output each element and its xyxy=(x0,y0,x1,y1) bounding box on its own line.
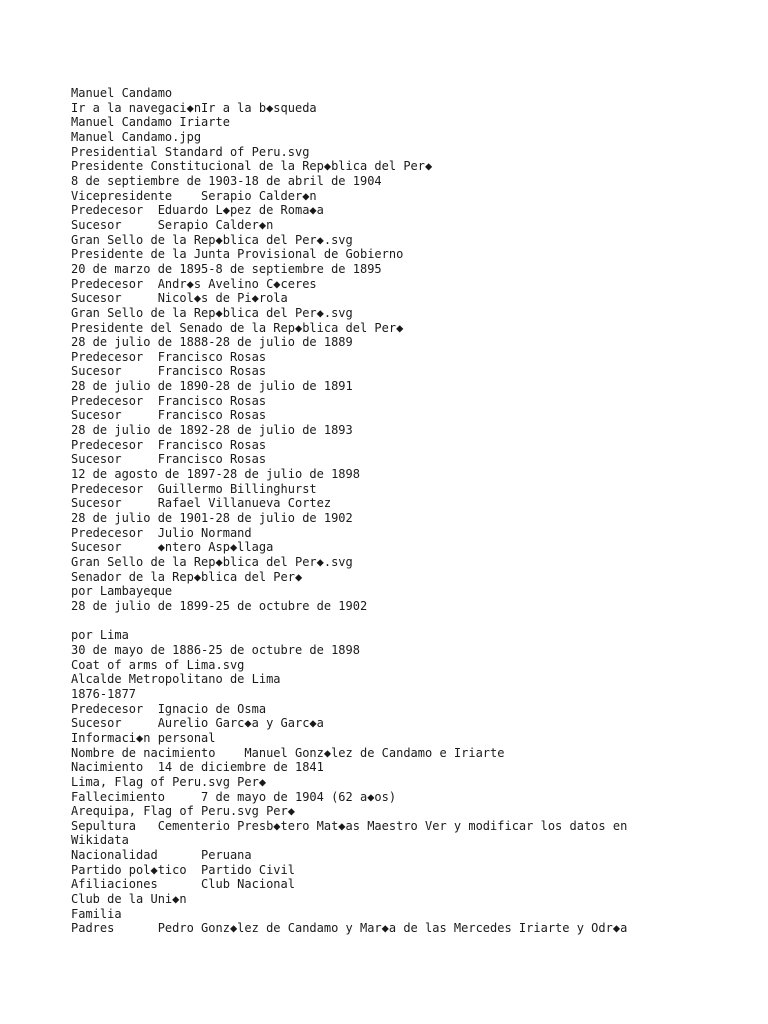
text-line: Sepultura Cementerio Presb◆tero Mat◆as Maestro Ver y modificar los datos en xyxy=(71,818,628,833)
text-line: Manuel Candamo xyxy=(71,86,173,100)
text-line: Alcalde Metropolitano de Lima xyxy=(71,672,281,687)
text-line: Presidente de la Junta Provisional de Gobierno xyxy=(71,247,404,262)
text-line: Predecesor Francisco Rosas xyxy=(71,393,267,408)
text-line: Gran Sello de la Rep◆blica del Per◆.svg xyxy=(71,232,353,247)
text-line: Predecesor Andr◆s Avelino C◆ceres xyxy=(71,276,317,291)
text-line: Predecesor Guillermo Billinghurst xyxy=(71,481,317,496)
text-line: Familia xyxy=(71,906,122,921)
text-line: por Lima xyxy=(71,628,129,643)
text-line: 28 de julio de 1890-28 de julio de 1891 xyxy=(71,379,353,394)
text-line: 20 de marzo de 1895-8 de septiembre de 1895 xyxy=(71,261,382,276)
text-line: Partido pol◆tico Partido Civil xyxy=(71,862,295,877)
text-line: Sucesor Francisco Rosas xyxy=(71,408,267,423)
text-line: Sucesor Francisco Rosas xyxy=(71,364,267,379)
text-line: Gran Sello de la Rep◆blica del Per◆.svg xyxy=(71,305,353,320)
text-line: Sucesor Rafael Villanueva Cortez xyxy=(71,496,332,511)
text-line: Predecesor Eduardo L◆pez de Roma◆a xyxy=(71,203,324,218)
text-line: Predecesor Francisco Rosas xyxy=(71,437,267,452)
text-line: Nacionalidad Peruana xyxy=(71,848,252,863)
text-line: Vicepresidente Serapio Calder◆n xyxy=(71,188,317,203)
text-line: 8 de septiembre de 1903-18 de abril de 1904 xyxy=(71,173,382,188)
text-line: por Lambayeque xyxy=(71,584,173,599)
text-line: Predecesor Francisco Rosas xyxy=(71,349,267,364)
text-line: Presidente del Senado de la Rep◆blica del Per◆ xyxy=(71,320,404,335)
text-line: Ir a la navegaci◆nIr a la b◆squeda xyxy=(71,100,317,115)
text-line: Informaci◆n personal xyxy=(71,730,216,745)
text-line: Wikidata xyxy=(71,833,129,848)
text-line: Gran Sello de la Rep◆blica del Per◆.svg xyxy=(71,555,353,569)
text-line: Presidente Constitucional de la Rep◆blica del Per◆ xyxy=(71,159,433,174)
text-line: 28 de julio de 1901-28 de julio de 1902 xyxy=(71,511,353,526)
text-line: Manuel Candamo.jpg xyxy=(71,129,202,144)
text-line: Sucesor ◆ntero Asp◆llaga xyxy=(71,540,274,555)
document-text xyxy=(71,86,761,936)
text-line: 30 de mayo de 1886-25 de octubre de 1898 xyxy=(71,642,360,657)
text-line: 28 de julio de 1888-28 de julio de 1889 xyxy=(71,335,353,350)
text-line: Coat of arms of Lima.svg xyxy=(71,657,245,672)
text-line: Nombre de nacimiento Manuel Gonz◆lez de Candamo e Iriarte xyxy=(71,745,505,760)
text-line: Afiliaciones Club Nacional xyxy=(71,877,295,892)
text-line: Club de la Uni◆n xyxy=(71,892,187,907)
text-line: 12 de agosto de 1897-28 de julio de 1898 xyxy=(71,467,360,482)
text-line: 28 de julio de 1892-28 de julio de 1893 xyxy=(71,423,353,438)
text-line: Predecesor Julio Normand xyxy=(71,525,252,540)
text-line: Padres Pedro Gonz◆lez de Candamo y Mar◆a de las Mercedes Iriarte y Odr◆a xyxy=(71,921,628,936)
text-line: Sucesor Serapio Calder◆n xyxy=(71,217,274,232)
text-line: Fallecimiento 7 de mayo de 1904 (62 a◆os) xyxy=(71,789,397,804)
text-line: Nacimiento 14 de diciembre de 1841 xyxy=(71,760,324,775)
text-line: Sucesor Aurelio Garc◆a y Garc◆a xyxy=(71,716,324,731)
text-line: Sucesor Francisco Rosas xyxy=(71,452,267,467)
text-line: Manuel Candamo Iriarte xyxy=(71,115,230,130)
text-line: 1876-1877 xyxy=(71,686,137,701)
text-line: Lima, Flag of Peru.svg Per◆ xyxy=(71,774,267,789)
text-line: Sucesor Nicol◆s de Pi◆rola xyxy=(71,291,288,306)
text-line: Predecesor Ignacio de Osma xyxy=(71,701,267,716)
text-line: Senador de la Rep◆blica del Per◆ xyxy=(71,569,303,584)
text-line: Presidential Standard of Peru.svg xyxy=(71,144,310,159)
text-line: 28 de julio de 1899-25 de octubre de 1902 xyxy=(71,598,368,613)
text-line: Arequipa, Flag of Peru.svg Per◆ xyxy=(71,804,295,819)
text-line xyxy=(71,614,761,629)
